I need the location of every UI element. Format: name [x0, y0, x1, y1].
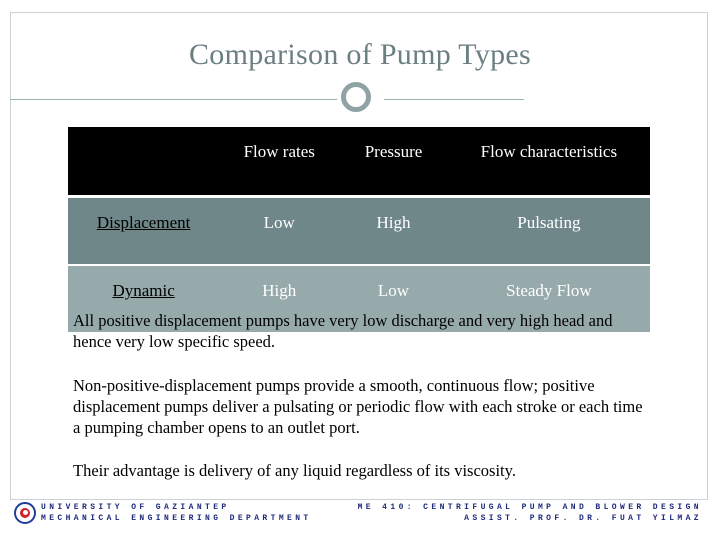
table-row-header	[68, 197, 219, 266]
paragraph-non-positive-displacement: Non-positive-displacement pumps provide a smooth, continuous flow; positive displacement pumps deliver a pulsating or periodic flow with each stroke or each time a pumping chamber opens to an outlet port.	[73, 376, 643, 437]
table-cell: Pulsating	[448, 197, 650, 266]
row-label-displacement: Displacement	[96, 213, 191, 232]
footer-department-name: MECHANICAL ENGINEERING DEPARTMENT	[41, 514, 312, 523]
title-divider-left	[10, 99, 340, 100]
table-header-cell	[68, 127, 219, 197]
table-cell: Low	[219, 197, 339, 266]
footer-course-name: ME 410: CENTRIFUGAL PUMP AND BLOWER DESIGN	[357, 503, 702, 512]
table-header-cell: Pressure	[339, 127, 448, 197]
footer-university-name: UNIVERSITY OF GAZIANTEP	[41, 503, 230, 512]
ring-ornament-icon	[341, 82, 371, 112]
table-header-cell: Flow characteristics	[448, 127, 650, 197]
row-label-dynamic: Dynamic	[112, 281, 175, 300]
slide-title: Comparison of Pump Types	[188, 38, 532, 71]
university-logo-icon	[14, 502, 36, 524]
pump-comparison-table	[68, 127, 650, 332]
paragraph-advantage: Their advantage is delivery of any liquid regardless of its viscosity.	[73, 461, 516, 480]
footer-university	[14, 502, 312, 524]
footer-course	[358, 502, 702, 524]
table-header-row	[68, 127, 650, 197]
table-header-cell: Flow rates	[219, 127, 339, 197]
table-cell: Steady Flow	[448, 265, 650, 332]
table-cell: High	[219, 265, 339, 332]
table-cell: Low	[339, 265, 448, 332]
table-row	[68, 197, 650, 266]
footer-instructor: ASSIST. PROF. DR. FUAT YILMAZ	[464, 514, 702, 523]
table-cell: High	[339, 197, 448, 266]
title-divider-right	[384, 99, 524, 100]
paragraph-positive-displacement: All positive displacement pumps have very low discharge and very high head and hence very low specific speed.	[73, 311, 613, 351]
footer-university-text	[41, 502, 312, 524]
